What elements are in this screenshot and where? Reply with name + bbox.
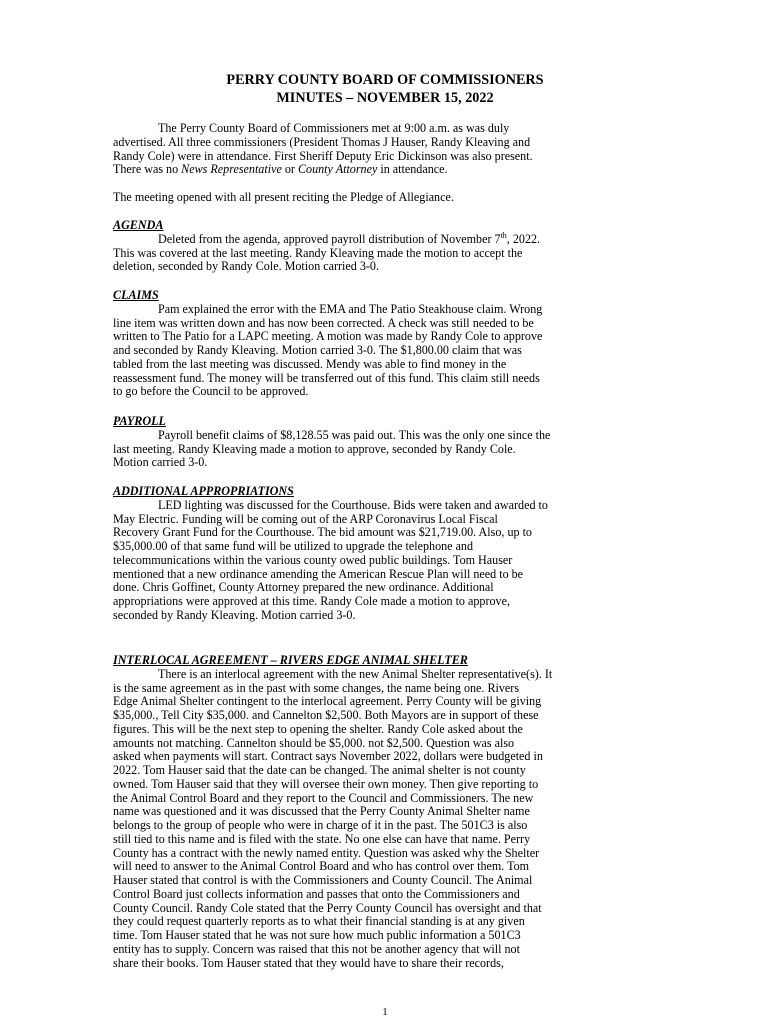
pledge-paragraph (113, 191, 658, 205)
interlocal-line: will need to answer to the Animal Control Board and who has control over them. Tom (113, 859, 530, 874)
payroll-line: Motion carried 3-0. (113, 455, 208, 470)
interlocal-line: they could request quarterly reports as to what their financial standing is at any given (113, 914, 525, 929)
interlocal-line: Edge Animal Shelter contingent to the interlocal agreement. Perry County will be giving (113, 694, 542, 709)
agenda-line: Deleted from the agenda, approved payroll distribution of November 7th, 2022. (158, 230, 541, 246)
claims-section (113, 289, 658, 399)
interlocal-line: Control Board just collects information and passes that onto the Commissioners and (113, 886, 520, 901)
claims-line: to go before the Council to be approved. (113, 384, 309, 399)
intro-line: advertised. All three commissioners (President Thomas J Hauser, Randy Kleaving and (113, 134, 531, 149)
payroll-line: last meeting. Randy Kleaving made a motion to approve, seconded by Randy Cole. (113, 441, 516, 456)
document-subtitle: MINUTES – NOVEMBER 15, 2022 (276, 90, 494, 106)
page-number: 1 (382, 1006, 388, 1018)
claims-line: written to The Patio for a LAPC meeting. A motion was made by Randy Cole to approve (113, 329, 543, 344)
agenda-line: deletion, seconded by Randy Cole. Motion carried 3-0. (113, 259, 379, 274)
interlocal-line: There is an interlocal agreement with the new Animal Shelter representative(s). It (158, 666, 553, 681)
additional-line: done. Chris Goffinet, County Attorney prepared the new ordinance. Additional (113, 580, 494, 595)
agenda-section (113, 219, 658, 274)
additional-line: LED lighting was discussed for the Courthouse. Bids were taken and awarded to (158, 497, 548, 512)
additional-line: appropriations were approved at this time. Randy Cole made a motion to approve, (113, 594, 510, 608)
claims-line: line item was written down and has now been corrected. A check was still needed to be (113, 315, 534, 330)
interlocal-line: County Council. Randy Cole stated that the Perry County Council has oversight and that (113, 900, 542, 915)
interlocal-line: County has a contract with the newly named entity. Question was asked why the Shelter (113, 845, 540, 860)
additional-line: $35,000.00 of that same fund will be utilized to upgrade the telephone and (113, 539, 474, 553)
interlocal-line: 2022. Tom Hauser said that the date can be changed. The animal shelter is not county (113, 763, 526, 777)
additional-line: mentioned that a new ordinance amending the American Rescue Plan will need to be (113, 566, 524, 581)
interlocal-agreement-section (113, 654, 658, 970)
claims-line: tabled from the last meeting was discussed. Mendy was able to find money in the (113, 356, 507, 371)
payroll-section (113, 415, 658, 470)
claims-line: reassessment fund. The money will be transferred out of this fund. This claim still needs (113, 370, 540, 385)
intro-line: The Perry County Board of Commissioners met at 9:00 a.m. as was duly (158, 121, 510, 135)
additional-line: May Electric. Funding will be coming out of the ARP Coronavirus Local Fiscal (113, 511, 498, 526)
claims-line: Pam explained the error with the EMA and The Patio Steakhouse claim. Wrong (158, 301, 543, 316)
claims-heading: CLAIMS (113, 288, 159, 302)
interlocal-line: entity has to supply. Concern was raised that this not be another agency that will not (113, 941, 520, 956)
interlocal-line: the Animal Control Board and they report to the Council and Commissioners. The new (113, 790, 534, 805)
interlocal-line: figures. This will be the next step to opening the shelter. Randy Cole asked about the (113, 721, 523, 736)
interlocal-line: Hauser stated that control is with the Commissioners and County Council. The Animal (113, 873, 533, 887)
pledge-line: The meeting opened with all present reciting the Pledge of Allegiance. (113, 190, 454, 204)
interlocal-line: amounts not matching. Cannelton should be $5,000. not $2,500. Question was also (113, 735, 515, 750)
additional-line: telecommunications within the various county owed public buildings. Tom Hauser (113, 552, 513, 567)
intro-line: Randy Cole) were in attendance. First Sheriff Deputy Eric Dickinson was also present. (113, 148, 533, 163)
additional-appropriations-section (113, 485, 658, 623)
document-title: PERRY COUNTY BOARD OF COMMISSIONERS (226, 72, 544, 88)
interlocal-line: is the same agreement as in the past with some changes, the name being one. Rivers (113, 680, 520, 695)
intro-paragraph (113, 122, 658, 177)
additional-appropriations-heading: ADDITIONAL APPROPRIATIONS (113, 484, 294, 498)
additional-line: Recovery Grant Fund for the Courthouse. The bid amount was $21,719.00. Also, up to (113, 525, 532, 540)
interlocal-line: share their books. Tom Hauser stated that they would have to share their records, (113, 955, 504, 970)
interlocal-line: still tied to this name and is filed with the state. No one else can have that name. Perry (113, 831, 531, 846)
interlocal-line: $35,000., Tell City $35,000. and Cannelton $2,500. Both Mayors are in support of these (113, 708, 539, 722)
agenda-heading: AGENDA (113, 218, 164, 232)
claims-line: and seconded by Randy Kleaving. Motion carried 3-0. The $1,800.00 claim that was (113, 343, 522, 357)
interlocal-line: belongs to the group of people who were in charge of it in the past. The 501C3 is also (113, 818, 528, 832)
payroll-heading: PAYROLL (113, 414, 166, 428)
interlocal-line: owned. Tom Hauser said that they will oversee their own money. Then give reporting to (113, 776, 539, 791)
interlocal-line: name was questioned and it was discussed that the Perry County Animal Shelter name (113, 804, 530, 819)
interlocal-line: time. Tom Hauser stated that he was not sure how much public information a 501C3 (113, 928, 521, 942)
intro-line-emphasis: There was no News Representative or County Attorney in attendance. (113, 162, 448, 177)
interlocal-heading: INTERLOCAL AGREEMENT – RIVERS EDGE ANIMAL SHELTER (113, 653, 468, 667)
additional-line: seconded by Randy Kleaving. Motion carried 3-0. (113, 607, 356, 622)
interlocal-line: asked when payments will start. Contract says November 2022, dollars were budgeted in (113, 749, 543, 764)
agenda-line: This was covered at the last meeting. Randy Kleaving made the motion to accept the (113, 245, 523, 260)
payroll-line: Payroll benefit claims of $8,128.55 was paid out. This was the only one since the (158, 427, 551, 442)
